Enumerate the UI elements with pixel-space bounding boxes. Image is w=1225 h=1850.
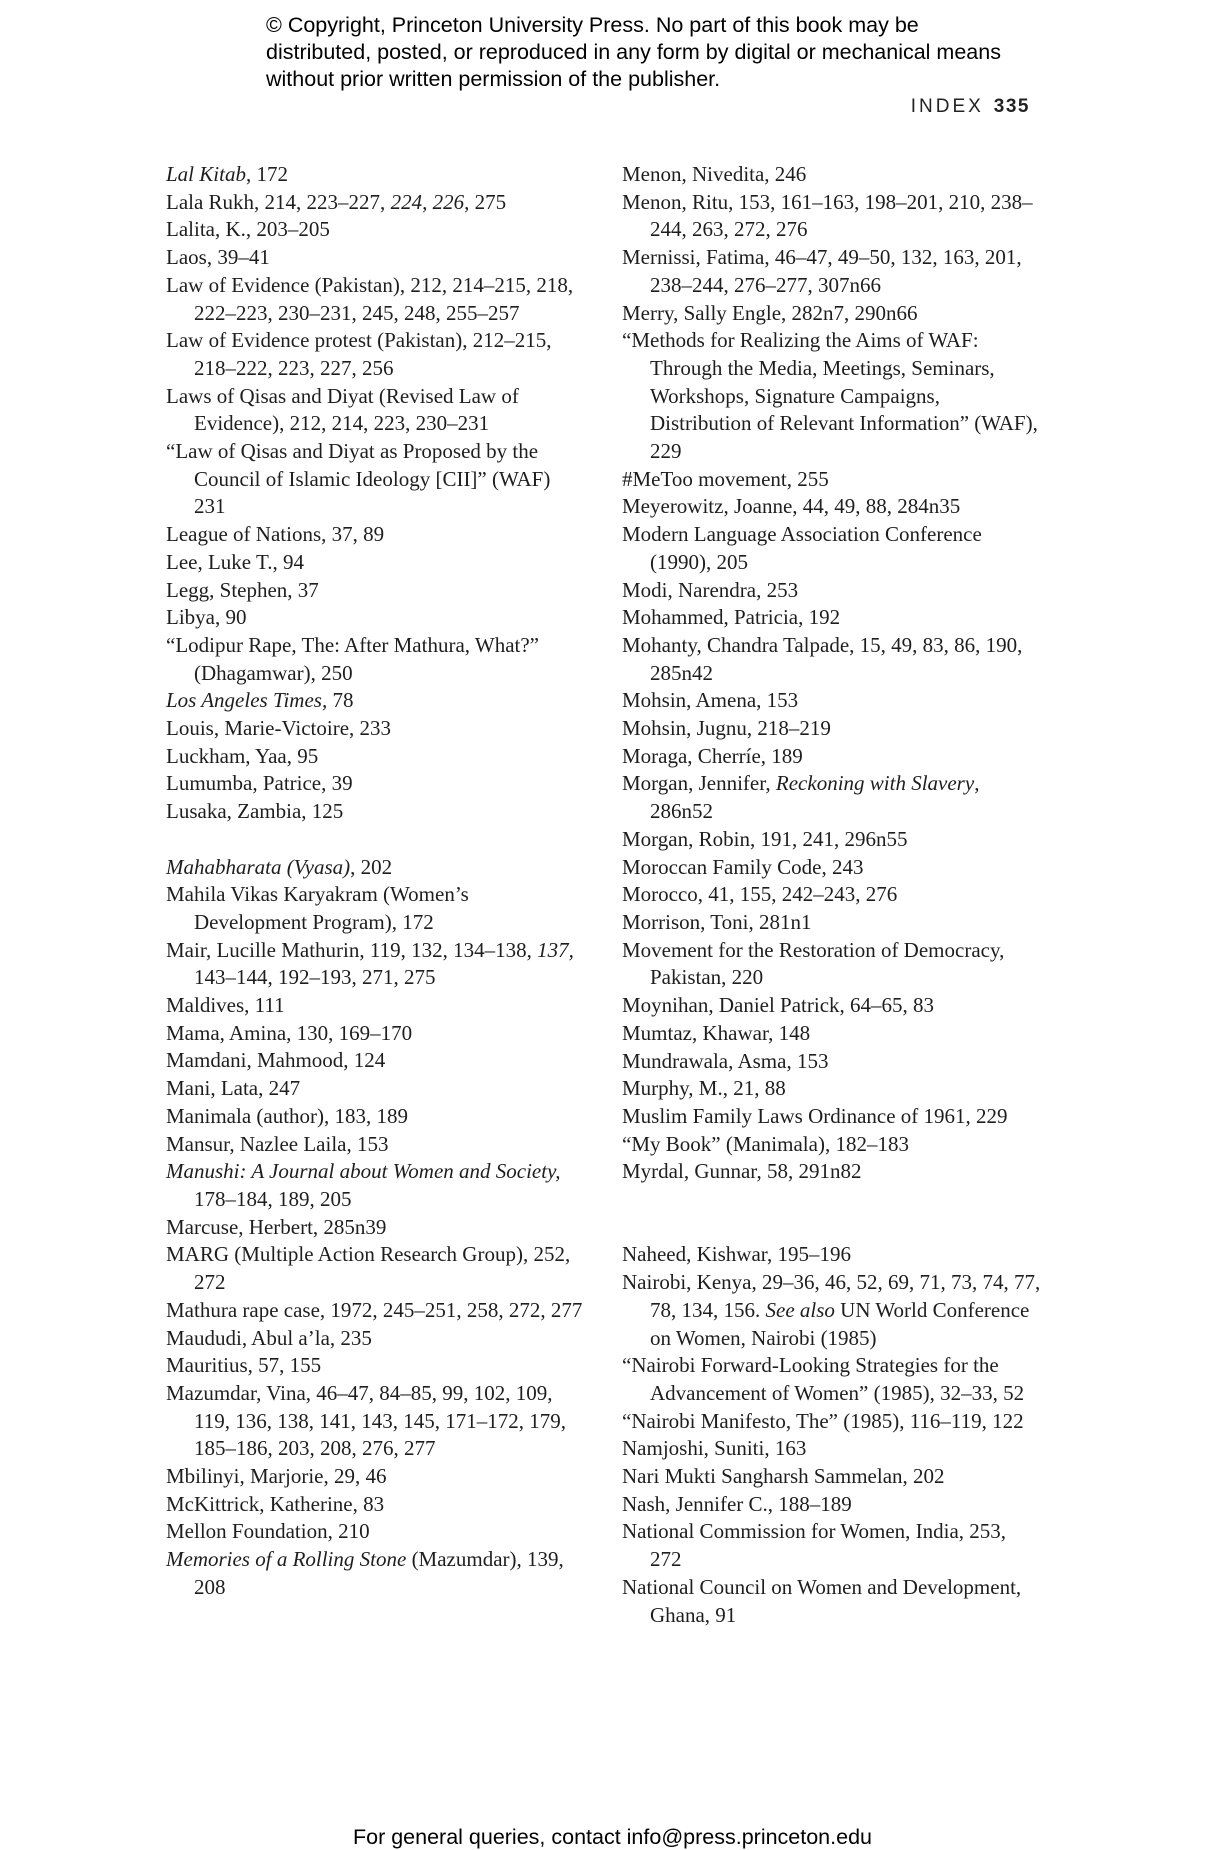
index-entry xyxy=(166,1131,586,1159)
entry-text: Namjoshi, Suniti, 163 xyxy=(622,1436,807,1461)
entry-text: Legg, Stephen, 37 xyxy=(166,577,319,602)
entry-text: Manimala (author), 183, 189 xyxy=(166,1103,409,1128)
entry-text: Mair, Lucille Mathurin, 119, 132, 134–138, xyxy=(166,937,538,962)
entry-text: Mernissi, Fatima, 46–47, 49–50, 132, 163, 201, 238–244, 276–277, 307n66 xyxy=(622,245,1022,297)
entry-text: , 275 xyxy=(464,189,507,214)
index-entry xyxy=(166,1241,586,1296)
index-entry xyxy=(166,937,586,992)
entry-text: Moroccan Family Code, 243 xyxy=(622,854,864,879)
entry-text: League of Nations, 37, 89 xyxy=(166,522,385,547)
entry-text: Maldives, 111 xyxy=(166,993,285,1018)
index-entry xyxy=(166,687,586,715)
index-entry xyxy=(622,854,1042,882)
entry-text: Mauritius, 57, 155 xyxy=(166,1353,322,1378)
index-entry xyxy=(622,1491,1042,1519)
index-entry xyxy=(622,1518,1042,1573)
index-entry xyxy=(622,937,1042,992)
index-entry xyxy=(166,244,586,272)
entry-text: Libya, 90 xyxy=(166,605,247,630)
entry-text: 78 xyxy=(327,688,354,713)
index-entry xyxy=(166,327,586,382)
index-entry xyxy=(622,687,1042,715)
entry-title: Mahabharata (Vyasa) xyxy=(166,854,351,879)
index-entry xyxy=(622,715,1042,743)
index-entry xyxy=(622,300,1042,328)
index-entry xyxy=(622,1241,1042,1269)
entry-text: Nash, Jennifer C., 188–189 xyxy=(622,1491,852,1516)
index-entry xyxy=(166,272,586,327)
index-entry xyxy=(166,521,586,549)
index-entry xyxy=(166,881,586,936)
index-entry xyxy=(166,743,586,771)
index-entry xyxy=(622,1574,1042,1629)
index-entry xyxy=(622,881,1042,909)
index-entry xyxy=(166,161,586,189)
index-entry xyxy=(622,743,1042,771)
entry-text: Moraga, Cherríe, 189 xyxy=(622,743,803,768)
entry-italic: 137, xyxy=(537,937,574,962)
index-entry xyxy=(622,493,1042,521)
entry-text: Movement for the Restoration of Democracy, Pakistan, 220 xyxy=(622,937,1005,990)
index-entry xyxy=(622,1020,1042,1048)
index-entry xyxy=(622,1435,1042,1463)
index-entry xyxy=(622,1408,1042,1436)
entry-text: Law of Evidence protest (Pakistan), 212–215, 218–222, 223, 227, 256 xyxy=(166,328,552,380)
index-entry xyxy=(166,189,586,217)
index-entry xyxy=(166,854,586,882)
index-entry xyxy=(622,1103,1042,1131)
entry-title: Lal Kitab xyxy=(166,162,246,186)
index-entry xyxy=(166,216,586,244)
entry-text: Naheed, Kishwar, 195–196 xyxy=(622,1242,851,1267)
index-entry xyxy=(622,1158,1042,1186)
index-entry xyxy=(166,1380,586,1463)
index-entry xyxy=(166,715,586,743)
index-entry xyxy=(166,770,586,798)
running-head xyxy=(911,96,1030,118)
entry-text: Mohsin, Amena, 153 xyxy=(622,688,799,713)
index-entry xyxy=(166,1518,586,1546)
section-gap xyxy=(622,1186,1042,1241)
entry-text: Myrdal, Gunnar, 58, 291n82 xyxy=(622,1159,862,1184)
entry-text: Lee, Luke T., 94 xyxy=(166,549,305,574)
entry-text: #MeToo movement, 255 xyxy=(622,466,829,491)
entry-text: Nairobi, Kenya, 29–36, 46, 52, 69, 71, 73, 74, 77, 78, 134, 156. xyxy=(622,1270,1041,1322)
index-column-left xyxy=(166,161,586,1602)
entry-italic: See also xyxy=(765,1297,835,1322)
entry-text: Lala Rukh, 214, 223–227, xyxy=(166,189,391,214)
entry-text: Mamdani, Mahmood, 124 xyxy=(166,1048,386,1073)
index-entry xyxy=(166,383,586,438)
index-entry xyxy=(166,549,586,577)
entry-text: Morocco, 41, 155, 242–243, 276 xyxy=(622,882,898,907)
index-entry xyxy=(622,577,1042,605)
entry-text: Mohammed, Patricia, 192 xyxy=(622,605,841,630)
entry-text: National Council on Women and Development, Ghana, 91 xyxy=(622,1574,1022,1627)
entry-text: Mohsin, Jugnu, 218–219 xyxy=(622,716,831,741)
index-entry xyxy=(622,521,1042,576)
entry-title: Manushi: A Journal about Women and Society, xyxy=(166,1159,561,1184)
index-entry xyxy=(622,909,1042,937)
index-entry xyxy=(622,826,1042,854)
entry-text: Nari Mukti Sangharsh Sammelan, 202 xyxy=(622,1464,945,1489)
entry-text: Morgan, Jennifer, xyxy=(622,771,776,796)
index-entry xyxy=(166,632,586,687)
footer-contact: For general queries, contact info@press.princeton.edu xyxy=(352,1825,872,1849)
index-column-right xyxy=(622,161,1042,1629)
entry-text: “Lodipur Rape, The: After Mathura, What?” (Dhagamwar), 250 xyxy=(166,632,540,685)
entry-text: Mohanty, Chandra Talpade, 15, 49, 83, 86, 190, 285n42 xyxy=(622,632,1023,685)
entry-text: Laos, 39–41 xyxy=(166,245,270,270)
entry-text: 143–144, 192–193, 271, 275 xyxy=(194,965,436,990)
entry-text: Mazumdar, Vina, 46–47, 84–85, 99, 102, 109, 119, 136, 138, 141, 143, 145, 171–172, 179, 185–186, 203, 208, 276, 277 xyxy=(166,1380,566,1461)
index-entry xyxy=(166,1297,586,1325)
entry-text: Luckham, Yaa, 95 xyxy=(166,743,319,768)
page-number: 335 xyxy=(993,96,1030,117)
entry-text: “Nairobi Manifesto, The” (1985), 116–119, 122 xyxy=(622,1408,1024,1433)
index-entry xyxy=(622,1352,1042,1407)
entry-text: “Law of Qisas and Diyat as Proposed by the Council of Islamic Ideology [CII]” (WAF) 231 xyxy=(166,439,551,519)
index-entry xyxy=(166,1103,586,1131)
entry-text: Morgan, Robin, 191, 241, 296n55 xyxy=(622,826,908,851)
index-entry xyxy=(166,1491,586,1519)
index-entry xyxy=(166,1546,586,1601)
index-entry xyxy=(622,1131,1042,1159)
entry-text: Lumumba, Patrice, 39 xyxy=(166,771,353,796)
index-entry xyxy=(622,992,1042,1020)
index-entry xyxy=(622,770,1042,825)
entry-text: Meyerowitz, Joanne, 44, 49, 88, 284n35 xyxy=(622,494,961,519)
index-entry xyxy=(622,604,1042,632)
index-entry xyxy=(622,632,1042,687)
index-entry xyxy=(166,992,586,1020)
index-entry xyxy=(166,604,586,632)
entry-text: Louis, Marie-Victoire, 233 xyxy=(166,716,392,741)
entry-text: Menon, Ritu, 153, 161–163, 198–201, 210, 238–244, 263, 272, 276 xyxy=(622,189,1033,242)
index-entry xyxy=(622,1075,1042,1103)
entry-text: Mani, Lata, 247 xyxy=(166,1076,301,1101)
index-entry xyxy=(166,1020,586,1048)
entry-text: , 202 xyxy=(350,854,393,879)
index-entry xyxy=(622,327,1042,466)
index-entry xyxy=(166,1075,586,1103)
entry-text: , 286n52 xyxy=(650,771,980,824)
entry-title: Los Angeles Times, xyxy=(166,688,328,713)
index-entry xyxy=(166,577,586,605)
entry-text: Mumtaz, Khawar, 148 xyxy=(622,1020,811,1045)
entry-text: UN World Conference on Women, Nairobi (1985) xyxy=(650,1297,1030,1350)
entry-text: Lalita, K., 203–205 xyxy=(166,217,330,242)
index-entry xyxy=(622,1048,1042,1076)
entry-text: Muslim Family Laws Ordinance of 1961, 229 xyxy=(622,1103,1008,1128)
entry-text: Laws of Qisas and Diyat (Revised Law of Evidence), 212, 214, 223, 230–231 xyxy=(166,383,519,436)
entry-text: Moynihan, Daniel Patrick, 64–65, 83 xyxy=(622,993,935,1018)
entry-text: Mellon Foundation, 210 xyxy=(166,1519,370,1544)
entry-text: Modi, Narendra, 253 xyxy=(622,577,799,602)
copyright-notice: © Copyright, Princeton University Press. No part of this book may be distributed, posted, or reproduced in any form by digital or mechanical means without prior written permission of the publisher. xyxy=(266,13,1001,91)
entry-text: Maududi, Abul a’la, 235 xyxy=(166,1325,372,1350)
index-entry xyxy=(622,161,1042,189)
entry-text: Mbilinyi, Marjorie, 29, 46 xyxy=(166,1464,387,1489)
index-entry xyxy=(166,1047,586,1075)
entry-text: Merry, Sally Engle, 282n7, 290n66 xyxy=(622,300,918,325)
index-entry xyxy=(622,466,1042,494)
index-entry xyxy=(622,1463,1042,1491)
index-entry xyxy=(166,1158,586,1213)
entry-text: Murphy, M., 21, 88 xyxy=(622,1076,786,1101)
entry-text: Menon, Nivedita, 246 xyxy=(622,162,807,186)
entry-text: “Nairobi Forward-Looking Strategies for the Advancement of Women” (1985), 32–33, 52 xyxy=(622,1353,1025,1405)
entry-title: Memories of a Rolling Stone xyxy=(166,1547,407,1572)
index-entry xyxy=(166,438,586,521)
entry-italic: Reckoning with Slavery xyxy=(775,771,975,796)
entry-text: Mansur, Nazlee Laila, 153 xyxy=(166,1131,389,1156)
index-entry xyxy=(622,189,1042,244)
index-entry xyxy=(166,1214,586,1242)
entry-text: Lusaka, Zambia, 125 xyxy=(166,799,344,824)
index-entry xyxy=(166,1463,586,1491)
entry-text: MARG (Multiple Action Research Group), 252, 272 xyxy=(166,1242,571,1295)
entry-text: “My Book” (Manimala), 182–183 xyxy=(622,1131,909,1156)
entry-text: “Methods for Realizing the Aims of WAF: Through the Media, Meetings, Seminars, Workshops, Signature Campaigns, Distribution of Relevant Information” (WAF), 229 xyxy=(622,328,1038,464)
entry-text: (Mazumdar), 139, 208 xyxy=(194,1547,564,1599)
entry-text: Marcuse, Herbert, 285n39 xyxy=(166,1214,387,1239)
entry-italic: 224, 226 xyxy=(390,189,465,214)
index-entry xyxy=(622,244,1042,299)
entry-text: McKittrick, Katherine, 83 xyxy=(166,1491,385,1516)
index-entry xyxy=(166,1352,586,1380)
entry-text: 178–184, 189, 205 xyxy=(194,1187,352,1211)
index-entry xyxy=(166,1325,586,1353)
entry-text: Mama, Amina, 130, 169–170 xyxy=(166,1020,413,1045)
entry-text: , 172 xyxy=(245,162,288,186)
entry-text: Law of Evidence (Pakistan), 212, 214–215, 218, 222–223, 230–231, 245, 248, 255–257 xyxy=(166,272,574,325)
entry-text: Mundrawala, Asma, 153 xyxy=(622,1048,829,1073)
running-title: INDEX xyxy=(910,96,984,117)
index-entry xyxy=(622,1269,1042,1352)
entry-text: Mahila Vikas Karyakram (Women’s Development Program), 172 xyxy=(166,882,469,934)
section-gap xyxy=(166,826,586,854)
entry-text: National Commission for Women, India, 253, 272 xyxy=(622,1519,1007,1572)
entry-text: Mathura rape case, 1972, 245–251, 258, 272, 277 xyxy=(166,1297,583,1322)
entry-text: Morrison, Toni, 281n1 xyxy=(622,909,812,934)
index-entry xyxy=(166,798,586,826)
entry-text: Modern Language Association Conference (1990), 205 xyxy=(622,522,982,574)
